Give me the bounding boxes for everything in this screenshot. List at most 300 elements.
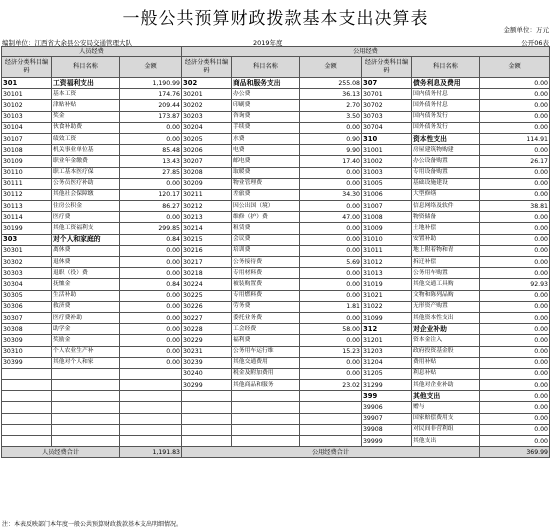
category-name: 差旅费 [232,189,300,200]
category-amount: 58.00 [300,324,362,335]
table-row [2,312,550,323]
category-name: 专用燃料费 [232,290,300,301]
category-code: 31022 [362,301,412,312]
category-code: 30299 [182,380,232,391]
table-row [2,402,550,413]
category-code: 31006 [362,189,412,200]
category-name: 公务接待费 [232,257,300,268]
category-name: 物业管理费 [232,178,300,189]
category-name: 退职（役）费 [52,268,120,279]
category-name [232,413,300,424]
category-amount: 0.00 [120,357,182,368]
category-name: 资本金注入 [412,335,480,346]
category-name: 无形资产购置 [412,301,480,312]
category-code: 30201 [182,89,232,100]
category-code: 30229 [182,335,232,346]
category-name: 福利费 [232,335,300,346]
category-code [182,391,232,402]
category-code: 30113 [2,201,52,212]
category-name: 工资福利支出 [52,78,120,89]
category-code: 30399 [2,357,52,368]
category-code: 30101 [2,89,52,100]
category-code [2,402,52,413]
category-amount: 0.00 [300,178,362,189]
category-amount: 0.00 [120,122,182,133]
category-name: 专用设备购置 [412,167,480,178]
category-code: 31001 [362,145,412,156]
category-name: 基础设施建设 [412,178,480,189]
public-total-value: 369.99 [480,447,550,458]
table-row [2,290,550,301]
category-amount: 0.00 [120,324,182,335]
category-name [52,368,120,379]
category-name: 会议费 [232,234,300,245]
category-code: 30308 [2,324,52,335]
category-amount: 0.84 [120,234,182,245]
category-name: 绩效工资 [52,133,120,144]
table-row [2,245,550,256]
category-code: 31007 [362,201,412,212]
category-code: 30224 [182,279,232,290]
category-name: 手续费 [232,122,300,133]
table-row [2,257,550,268]
table-row [2,380,550,391]
category-name: 文物和陈列品购 [412,290,480,301]
category-code: 30202 [182,100,232,111]
table-row [2,111,550,122]
category-amount: 13.43 [120,156,182,167]
category-code: 30214 [182,223,232,234]
category-name: 办公费 [232,89,300,100]
category-name: 安置补助 [412,234,480,245]
category-name: 资本性支出 [412,133,480,144]
category-name: 公务员医疗补助 [52,178,120,189]
category-amount [300,424,362,435]
category-amount: 0.84 [120,279,182,290]
category-code: 30216 [182,245,232,256]
category-amount: 0.00 [480,234,550,245]
category-code: 30702 [362,100,412,111]
category-name: 物资储备 [412,212,480,223]
header-group-row [2,47,550,57]
category-code: 30309 [2,335,52,346]
category-amount: 27.85 [120,167,182,178]
category-amount: 0.00 [300,357,362,368]
category-name: 助学金 [52,324,120,335]
column-header-code: 经济分类科目编码 [2,57,52,78]
category-name [232,436,300,447]
category-name: 办公设备购置 [412,156,480,167]
category-code: 303 [2,234,52,245]
category-code: 30103 [2,111,52,122]
category-name: 其他支出 [412,436,480,447]
category-code: 31012 [362,257,412,268]
category-amount: 0.00 [120,245,182,256]
category-code: 30108 [2,145,52,156]
category-name: 退休费 [52,257,120,268]
category-name [232,424,300,435]
category-amount: 0.00 [300,368,362,379]
category-name: 机关事业单位基 [52,145,120,156]
table-row [2,133,550,144]
category-amount [120,413,182,424]
category-name: 奖金 [52,111,120,122]
category-amount: 34.30 [300,189,362,200]
category-amount: 0.00 [300,223,362,234]
category-amount [120,391,182,402]
category-code: 30225 [182,290,232,301]
category-amount: 0.00 [480,257,550,268]
category-name: 职业年金缴费 [52,156,120,167]
category-amount: 0.00 [300,268,362,279]
category-name: 对个人和家庭的 [52,234,120,245]
category-name: 国外债务发行 [412,122,480,133]
category-name: 国家赔偿费用支 [412,413,480,424]
category-name [52,402,120,413]
category-name: 奖励金 [52,335,120,346]
category-code [2,391,52,402]
category-amount: 1.81 [300,301,362,312]
category-name: 房屋建筑物购建 [412,145,480,156]
category-amount: 0.00 [480,122,550,133]
category-code: 31005 [362,178,412,189]
category-amount: 0.00 [120,212,182,223]
category-name: 商品和服务支出 [232,78,300,89]
category-code: 30306 [2,301,52,312]
category-name: 拆迁补偿 [412,257,480,268]
category-amount: 0.00 [480,436,550,447]
category-name: 公务用车购置 [412,268,480,279]
category-amount: 0.00 [480,402,550,413]
category-code: 30226 [182,301,232,312]
category-code: 30231 [182,346,232,357]
fiscal-year: 2019年度 [253,39,283,47]
table-row [2,100,550,111]
column-header-name: 科目名称 [52,57,120,78]
category-amount [120,380,182,391]
category-name: 地上附着物和青 [412,245,480,256]
category-amount: 120.17 [120,189,182,200]
category-amount [300,436,362,447]
category-amount: 17.40 [300,156,362,167]
footnote: 注：本表反映部门本年度一般公共预算财政拨款基本支出明细情况。 [2,521,183,528]
category-amount: 0.00 [480,290,550,301]
table-row [2,279,550,290]
category-amount: 0.00 [120,268,182,279]
category-name [52,424,120,435]
category-name: 土地补偿 [412,223,480,234]
category-code: 30112 [2,189,52,200]
category-code: 39999 [362,436,412,447]
table-row [2,89,550,100]
category-code: 30217 [182,257,232,268]
category-code: 30302 [2,257,52,268]
totals-row [2,447,550,458]
category-code: 30304 [2,279,52,290]
category-code: 31010 [362,234,412,245]
category-name: 其他支出 [412,391,480,402]
category-name: 咨询费 [232,111,300,122]
category-amount: 0.00 [480,346,550,357]
category-amount: 23.02 [300,380,362,391]
category-code: 30239 [182,357,232,368]
category-code: 31008 [362,212,412,223]
category-code: 30102 [2,100,52,111]
category-amount: 0.00 [480,335,550,346]
category-name: 对民间非营利组 [412,424,480,435]
category-code: 30207 [182,156,232,167]
category-name: 救济费 [52,301,120,312]
category-amount: 86.27 [120,201,182,212]
category-amount: 173.87 [120,111,182,122]
public-total-label: 公用经费合计 [182,447,480,458]
category-name: 赠与 [412,402,480,413]
personnel-total-value: 1,191.83 [120,447,182,458]
category-code: 30218 [182,268,232,279]
category-amount: 0.00 [300,167,362,178]
category-amount: 0.00 [480,145,550,156]
category-code [2,424,52,435]
category-code: 30310 [2,346,52,357]
category-amount: 0.00 [480,268,550,279]
category-amount: 2.70 [300,100,362,111]
category-code: 30228 [182,324,232,335]
category-name [52,391,120,402]
category-code: 31002 [362,156,412,167]
category-code: 307 [362,78,412,89]
category-amount: 26.17 [480,156,550,167]
category-amount: 174.76 [120,89,182,100]
category-code: 30301 [2,245,52,256]
category-code: 30213 [182,212,232,223]
category-name: 其他社会保障缴 [52,189,120,200]
category-code: 39906 [362,402,412,413]
category-amount: 1,190.99 [120,78,182,89]
category-amount: 0.00 [480,424,550,435]
category-code: 31003 [362,167,412,178]
category-amount [120,436,182,447]
category-name: 邮电费 [232,156,300,167]
table-row [2,324,550,335]
category-code: 30704 [362,122,412,133]
category-amount: 0.00 [480,413,550,424]
category-amount: 0.00 [120,178,182,189]
table-row [2,156,550,167]
table-row [2,167,550,178]
category-code: 312 [362,324,412,335]
category-code: 301 [2,78,52,89]
table-row [2,357,550,368]
category-name: 因公出国（境） [232,201,300,212]
category-name: 基本工资 [52,89,120,100]
category-code: 39908 [362,424,412,435]
column-header-amount: 金额 [300,57,362,78]
category-code [182,424,232,435]
category-name: 国外债务付息 [412,100,480,111]
category-code: 30114 [2,212,52,223]
category-code: 30701 [362,89,412,100]
category-amount: 299.85 [120,223,182,234]
category-amount [120,402,182,413]
category-amount: 9.90 [300,145,362,156]
category-amount: 0.00 [480,324,550,335]
table-row [2,368,550,379]
category-name: 取暖费 [232,167,300,178]
category-amount [300,391,362,402]
category-amount: 209.44 [120,100,182,111]
category-amount: 0.00 [480,111,550,122]
category-code: 30303 [2,268,52,279]
table-row [2,78,550,89]
category-code: 30199 [2,223,52,234]
category-name: 其他工资福利支 [52,223,120,234]
category-code: 31205 [362,368,412,379]
category-amount: 0.00 [300,290,362,301]
category-amount: 0.00 [480,78,550,89]
category-name: 抚恤金 [52,279,120,290]
category-name: 电费 [232,145,300,156]
category-code: 31009 [362,223,412,234]
header-column-row [2,57,550,78]
column-header-name: 科目名称 [412,57,480,78]
category-amount: 92.93 [480,279,550,290]
category-name: 劳务费 [232,301,300,312]
category-code [2,380,52,391]
table-row [2,122,550,133]
category-amount: 3.50 [300,111,362,122]
category-amount: 0.00 [120,346,182,357]
category-amount: 36.13 [300,89,362,100]
category-amount: 0.00 [300,201,362,212]
category-amount: 0.00 [480,380,550,391]
category-code [182,402,232,413]
category-code: 30205 [182,133,232,144]
category-amount: 0.00 [120,133,182,144]
category-name: 费用补贴 [412,357,480,368]
category-name [232,391,300,402]
category-amount: 0.00 [120,290,182,301]
category-name: 国内债务发行 [412,111,480,122]
category-amount: 0.00 [480,223,550,234]
category-name: 其他交通工具购 [412,279,480,290]
category-name: 医疗费 [52,212,120,223]
category-name: 津贴补贴 [52,100,120,111]
table-row [2,346,550,357]
category-amount: 0.00 [120,257,182,268]
category-code: 30305 [2,290,52,301]
category-amount: 0.00 [300,312,362,323]
category-code: 30209 [182,178,232,189]
table-row [2,223,550,234]
table-row [2,335,550,346]
column-header-code: 经济分类科目编码 [182,57,232,78]
table-row [2,413,550,424]
category-amount: 0.00 [480,245,550,256]
table-row [2,424,550,435]
category-code: 31019 [362,279,412,290]
category-name: 培训费 [232,245,300,256]
table-row [2,145,550,156]
category-amount: 0.00 [300,279,362,290]
category-name: 其他商品和服务 [232,380,300,391]
category-name: 利息补贴 [412,368,480,379]
category-code: 30208 [182,167,232,178]
category-code: 31021 [362,290,412,301]
table-row [2,234,550,245]
category-amount [120,424,182,435]
category-name: 被装购置费 [232,279,300,290]
category-code: 31013 [362,268,412,279]
category-code: 30104 [2,122,52,133]
category-code: 30307 [2,312,52,323]
category-code: 399 [362,391,412,402]
category-name: 伙食补助费 [52,122,120,133]
category-code: 31201 [362,335,412,346]
category-code: 39907 [362,413,412,424]
category-code: 31011 [362,245,412,256]
category-amount: 0.00 [480,167,550,178]
category-name: 医疗费补助 [52,312,120,323]
category-code: 30211 [182,189,232,200]
category-name: 生活补助 [52,290,120,301]
category-name: 大型修缮 [412,189,480,200]
category-name: 政府投资基金股 [412,346,480,357]
category-amount: 47.00 [300,212,362,223]
category-name: 其他交通费用 [232,357,300,368]
category-name: 其他对个人和家 [52,357,120,368]
category-name: 个人农业生产补 [52,346,120,357]
category-name: 债务利息及费用 [412,78,480,89]
category-amount: 255.08 [300,78,362,89]
category-name: 公务用车运行维 [232,346,300,357]
category-name: 职工基本医疗保 [52,167,120,178]
category-amount: 0.00 [480,212,550,223]
category-code: 30206 [182,145,232,156]
category-code: 30227 [182,312,232,323]
category-code: 310 [362,133,412,144]
category-amount: 0.00 [480,100,550,111]
category-amount: 0.90 [300,133,362,144]
amount-unit: 金额单位：万元 [503,26,549,34]
category-code: 302 [182,78,232,89]
category-name [232,402,300,413]
category-code: 30212 [182,201,232,212]
category-amount: 0.00 [120,335,182,346]
category-amount: 0.00 [300,122,362,133]
category-code [2,368,52,379]
table-row [2,391,550,402]
table-row [2,178,550,189]
category-name [52,436,120,447]
category-amount: 0.00 [120,301,182,312]
category-amount: 0.00 [480,301,550,312]
personnel-total-label: 人员经费合计 [2,447,120,458]
personnel-header: 人员经费 [2,47,182,57]
category-name: 对企业补助 [412,324,480,335]
category-amount: 0.00 [480,178,550,189]
category-amount: 0.00 [480,312,550,323]
category-name: 专用材料费 [232,268,300,279]
category-code: 31204 [362,357,412,368]
category-name: 国内债务付息 [412,89,480,100]
public-header: 公用经费 [182,47,550,57]
category-name: 离休费 [52,245,120,256]
table-row [2,189,550,200]
category-name: 租赁费 [232,223,300,234]
category-code [2,413,52,424]
category-amount: 0.00 [480,357,550,368]
category-code: 30110 [2,167,52,178]
